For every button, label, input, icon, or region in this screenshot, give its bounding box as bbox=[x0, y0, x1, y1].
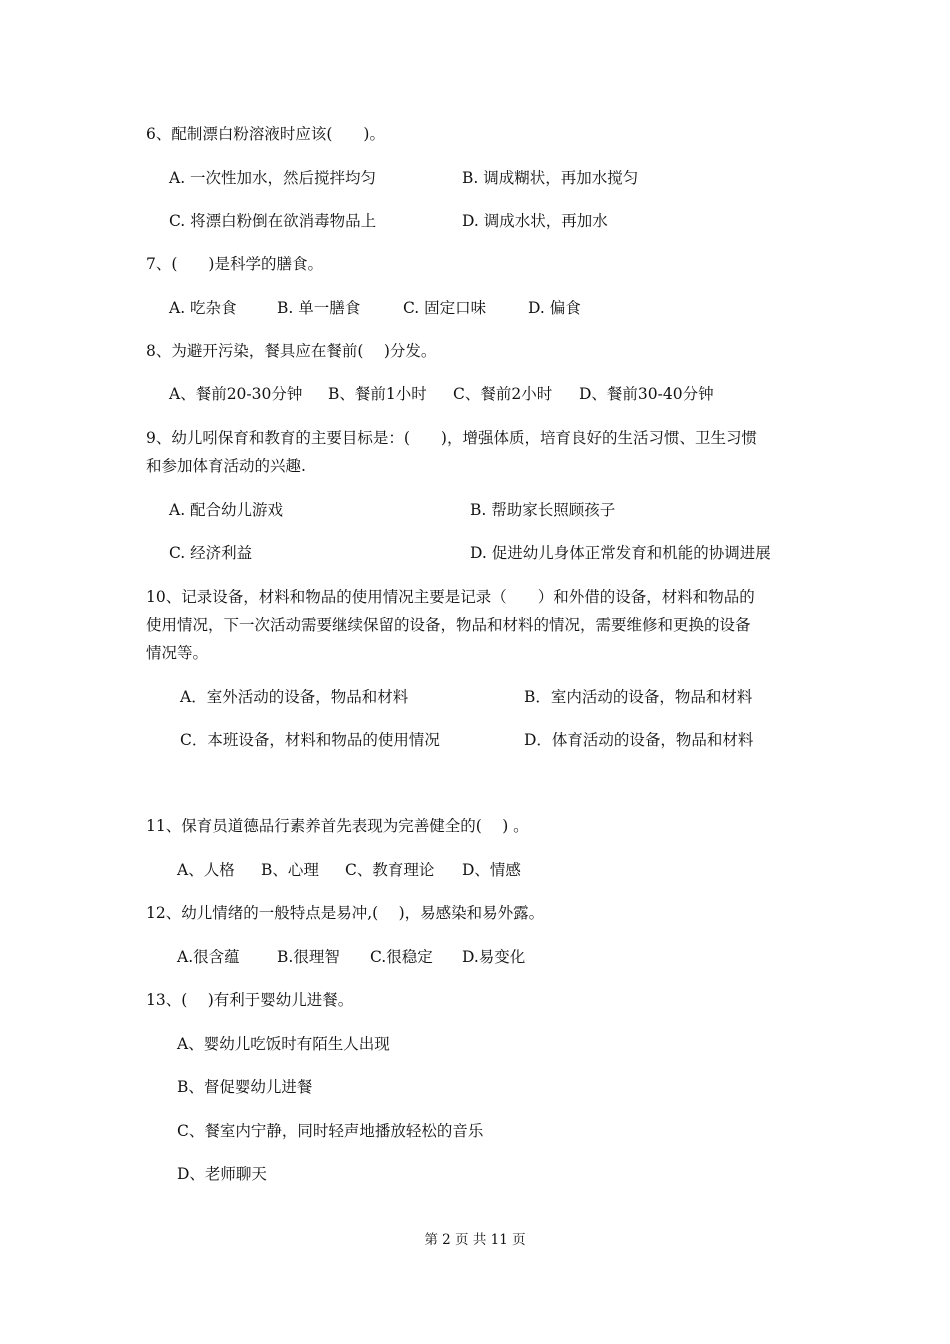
question-13-option-b: B、督促婴幼儿进餐 bbox=[177, 1078, 313, 1096]
question-8-option-d: D、餐前30-40分钟 bbox=[579, 385, 714, 403]
question-8-option-b: B、餐前1小时 bbox=[328, 385, 427, 403]
question-13-option-c: C、餐室内宁静，同时轻声地播放轻松的音乐 bbox=[177, 1122, 484, 1140]
question-9-stem-line-2: 和参加体育活动的兴趣. bbox=[146, 457, 306, 475]
question-12-option-d: D.易变化 bbox=[462, 948, 526, 966]
question-9-option-c: C. 经济利益 bbox=[169, 544, 253, 562]
question-6-stem: 6、配制漂白粉溶液时应该( )。 bbox=[146, 125, 385, 143]
question-13-option-a: A、婴幼儿吃饭时有陌生人出现 bbox=[177, 1035, 390, 1053]
question-9-option-d: D. 促进幼儿身体正常发育和机能的协调进展 bbox=[470, 544, 771, 562]
question-11-option-d: D、情感 bbox=[462, 861, 521, 879]
question-9-stem-line-1: 9、幼儿吲保育和教育的主要目标是：( )，增强体质，培育良好的生活习惯、卫生习惯 bbox=[146, 429, 757, 447]
question-11-option-a: A、人格 bbox=[177, 861, 235, 879]
question-10-option-d: D．体育活动的设备，物品和材料 bbox=[524, 731, 754, 749]
question-9-option-b: B. 帮助家长照顾孩子 bbox=[470, 501, 616, 519]
question-8-option-a: A、餐前20-30分钟 bbox=[169, 385, 303, 403]
question-6-option-b: B. 调成糊状，再加水搅匀 bbox=[462, 169, 639, 187]
question-8-option-c: C、餐前2小时 bbox=[453, 385, 553, 403]
question-10-option-a: A．室外活动的设备，物品和材料 bbox=[180, 688, 409, 706]
question-6-option-d: D. 调成水状，再加水 bbox=[462, 212, 608, 230]
question-10-stem-line-3: 情况等。 bbox=[146, 644, 209, 662]
question-7-option-c: C. 固定口味 bbox=[403, 299, 487, 317]
question-10-option-c: C．本班设备，材料和物品的使用情况 bbox=[180, 731, 440, 749]
question-8-stem: 8、为避开污染，餐具应在餐前( )分发。 bbox=[146, 342, 437, 360]
question-10-option-b: B．室内活动的设备，物品和材料 bbox=[524, 688, 753, 706]
question-10-stem-line-1: 10、记录设备，材料和物品的使用情况主要是记录（ ）和外借的设备，材料和物品的 bbox=[146, 588, 755, 606]
question-7-option-a: A. 吃杂食 bbox=[169, 299, 237, 317]
question-12-option-c: C.很稳定 bbox=[370, 948, 433, 966]
question-12-option-a: A.很含蕴 bbox=[177, 948, 240, 966]
page-footer: 第 2 页 共 11 页 bbox=[424, 1232, 526, 1248]
question-12-option-b: B.很理智 bbox=[277, 948, 340, 966]
question-13-option-d: D、老师聊天 bbox=[177, 1165, 267, 1183]
question-7-stem: 7、( )是科学的膳食。 bbox=[146, 255, 323, 273]
question-11-option-b: B、心理 bbox=[261, 861, 319, 879]
question-12-stem: 12、幼儿情绪的一般特点是易冲,( )，易感染和易外露。 bbox=[146, 904, 545, 922]
question-11-stem: 11、保育员道德品行素养首先表现为完善健全的( ) 。 bbox=[146, 817, 529, 835]
question-6-option-c: C. 将漂白粉倒在欲消毒物品上 bbox=[169, 212, 377, 230]
question-7-option-b: B. 单一膳食 bbox=[277, 299, 361, 317]
question-9-option-a: A. 配合幼儿游戏 bbox=[169, 501, 284, 519]
question-7-option-d: D. 偏食 bbox=[528, 299, 581, 317]
question-13-stem: 13、( )有利于婴幼儿进餐。 bbox=[146, 991, 354, 1009]
question-10-stem-line-2: 使用情况，下一次活动需要继续保留的设备，物品和材料的情况，需要维修和更换的设备 bbox=[146, 616, 751, 634]
question-11-option-c: C、教育理论 bbox=[345, 861, 435, 879]
question-6-option-a: A. 一次性加水，然后搅拌均匀 bbox=[169, 169, 377, 187]
